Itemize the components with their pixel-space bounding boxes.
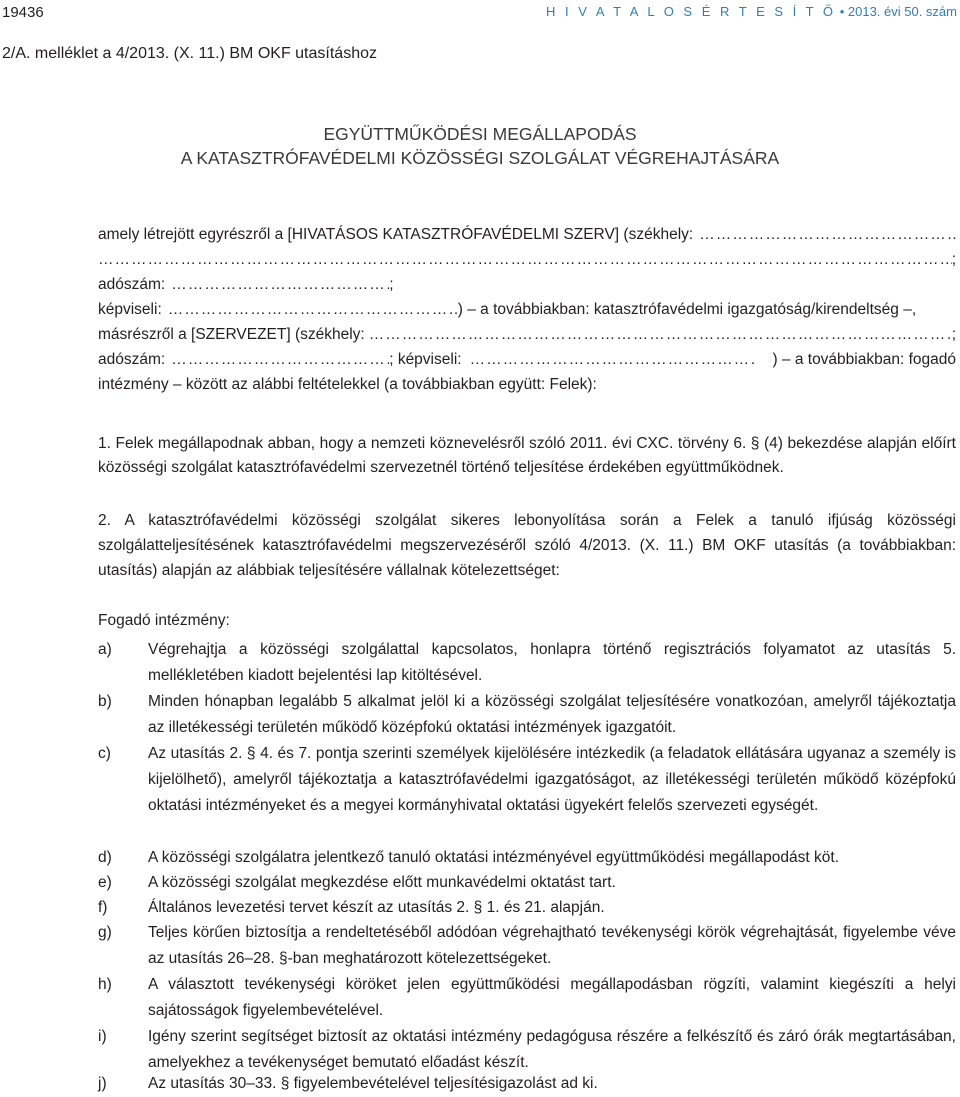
blank-field-tax-number bbox=[171, 276, 389, 294]
list-item-label: e) bbox=[98, 874, 112, 891]
running-header bbox=[546, 4, 957, 19]
list-item bbox=[98, 920, 956, 972]
intro-line-2 bbox=[98, 251, 956, 269]
publication-name: H I V A T A L O S É R T E S Í T Ő bbox=[546, 4, 837, 19]
list-item-label: i) bbox=[98, 1028, 107, 1045]
list-item-text: Igény szerint segítséget biztosít az oktatási intézmény pedagógusa részére a felkészítő és záró órák megtartásában, amelyekhez a tevékenységet bemutató előadást készít. bbox=[148, 1028, 956, 1071]
point-1: 1. Felek megállapodnak abban, hogy a nemzeti köznevelésről szóló 2011. évi CXC. törvény 6. § (4) bekezdése alapján előírt közösségi szolgálat katasztrófavédelmi szervezetnél történő teljesítése érdekében együttműködnek. bbox=[98, 435, 956, 476]
list-item-label: d) bbox=[98, 849, 112, 866]
representative-label-2: ; képviseli: bbox=[389, 351, 462, 368]
list-item-text: A választott tevékenységi köröket jelen együttműködési megállapodásban rögzíti, valamint kiegészíti a helyi sajátosságok figyelembevételével. bbox=[148, 976, 956, 1019]
representative-label: képviseli: bbox=[98, 301, 162, 318]
blank-field-org-seat bbox=[369, 326, 952, 344]
list-item-text: A közösségi szolgálatra jelentkező tanuló oktatási intézményével együttműködési megállapodást köt. bbox=[148, 849, 840, 866]
receiving-institution-heading: Fogadó intézmény: bbox=[98, 612, 230, 629]
intro-line-7: intézmény – között az alábbi feltételekkel (a továbbiakban együtt: Felek): bbox=[98, 376, 597, 393]
intro-line-5 bbox=[98, 326, 956, 344]
blank-field-seat bbox=[699, 226, 956, 244]
list-item bbox=[98, 1071, 956, 1097]
list-item-text: Minden hónapban legalább 5 alkalmat jelöl ki a közösségi szolgálat teljesítésére vonatkozóan, amelyről tájékoztatja az illetékességi területén működő középfokú oktatási intézmények igazgatóit. bbox=[148, 693, 956, 736]
list-item-label: j) bbox=[98, 1075, 107, 1092]
list-item bbox=[98, 689, 956, 741]
list-item-text: Teljes körűen biztosítja a rendeltetéséből adódóan végrehajtható tevékenységi körök végrehajtását, figyelembe véve az utasítás 26–28. §-ban meghatározott kötelezettségeket. bbox=[148, 924, 956, 967]
semicolon: ; bbox=[951, 326, 956, 343]
intro-line-4 bbox=[98, 301, 956, 319]
tax-number-label: adószám: bbox=[98, 276, 166, 293]
issue-number: 2013. évi 50. szám bbox=[847, 4, 957, 19]
list-item-label: h) bbox=[98, 976, 112, 993]
intro-line-1 bbox=[98, 226, 956, 244]
blank-field-seat-cont bbox=[98, 251, 952, 269]
intro-text-5: másrészről a [SZERVEZET] (székhely: bbox=[98, 326, 365, 343]
semicolon: ; bbox=[951, 251, 956, 268]
intro-line-6 bbox=[98, 351, 956, 369]
intro-text-4: ) – a továbbiakban: katasztrófavédelmi igazgatóság/kirendeltség –, bbox=[457, 301, 917, 318]
list-item bbox=[98, 845, 956, 871]
list-item bbox=[98, 870, 956, 896]
tax-number-label-2: adószám: bbox=[98, 351, 166, 368]
document-title: EGYÜTTMŰKÖDÉSI MEGÁLLAPODÁS bbox=[323, 124, 637, 144]
list-item-text: Végrehajtja a közösségi szolgálattal kapcsolatos, honlapra történő regisztrációs folyamatot az utasítás 5. mellékletében kiadott bejelentési lap kitöltésével. bbox=[148, 641, 956, 684]
page-number: 19436 bbox=[2, 4, 44, 21]
semicolon: ; bbox=[389, 276, 394, 293]
list-item-label: a) bbox=[98, 641, 112, 658]
document-subtitle: A KATASZTRÓFAVÉDELMI KÖZÖSSÉGI SZOLGÁLAT VÉGREHAJTÁSÁRA bbox=[180, 148, 780, 168]
list-item bbox=[98, 895, 956, 921]
list-item-text: Az utasítás 30–33. § figyelembevételével teljesítésigazolást ad ki. bbox=[148, 1075, 598, 1092]
intro-text-6: ) – a továbbiakban: fogadó bbox=[772, 351, 956, 368]
list-item-label: f) bbox=[98, 899, 108, 916]
list-item bbox=[98, 637, 956, 689]
blank-field-representative bbox=[168, 301, 458, 319]
list-item-text: Általános levezetési tervet készít az utasítás 2. § 1. és 21. alapján. bbox=[148, 899, 605, 916]
blank-field-representative-2 bbox=[470, 351, 756, 369]
intro-line-3 bbox=[98, 276, 956, 294]
intro-text-1: amely létrejött egyrészről a [HIVATÁSOS KATASZTRÓFAVÉDELMI SZERV] (székhely: bbox=[98, 226, 694, 243]
list-item-label: g) bbox=[98, 924, 112, 941]
list-item-text: Az utasítás 2. § 4. és 7. pontja szerinti személyek kijelölésére intézkedik (a feladatok ellátására ugyanaz a személy is kijelölhető), amelyről tájékoztatja a katasztrófavédelmi igazgatóságot, az illetékességi területén működő középfokú oktatási intézményeket és a megyei kormányhivatal oktatási ügyekért felelős szervezeti egységét. bbox=[148, 745, 956, 814]
blank-field-tax-number-2 bbox=[171, 351, 389, 369]
list-item bbox=[98, 972, 956, 1024]
list-item bbox=[98, 741, 956, 845]
list-item-label: c) bbox=[98, 745, 111, 762]
list-item-text: A közösségi szolgálat megkezdése előtt munkavédelmi oktatást tart. bbox=[148, 874, 616, 891]
point-2: 2. A katasztrófavédelmi közösségi szolgálat sikeres lebonyolítása során a Felek a tanuló ifjúság közösségi szolgálatteljesítésének katasztrófavédelmi megszervezéséről szóló 4/2013. (X. 11.) BM OKF utasítás (a továbbiakban: utasítás) alapján az alábbiak teljesítésére vállalnak kötelezettséget: bbox=[98, 512, 956, 579]
list-item-label: b) bbox=[98, 693, 112, 710]
list-item bbox=[98, 1024, 956, 1076]
annex-reference: 2/A. melléklet a 4/2013. (X. 11.) BM OKF utasításhoz bbox=[2, 45, 377, 62]
header-bullet: • bbox=[839, 4, 845, 19]
